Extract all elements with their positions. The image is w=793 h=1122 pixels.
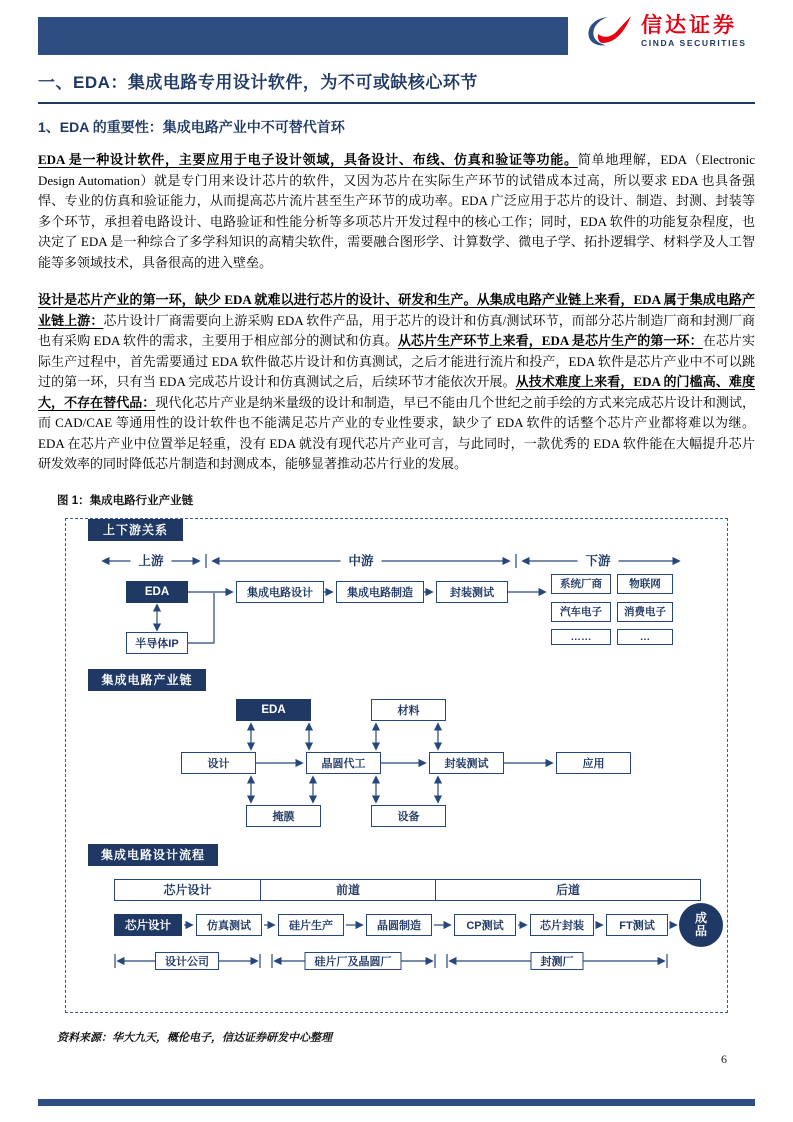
box-eda-upstream: EDA bbox=[126, 581, 188, 603]
box-ic-design: 集成电路设计 bbox=[236, 581, 324, 603]
emphasis-upstream: 从集成电路产业链上来看，EDA 属于集成电路产业链上游： bbox=[38, 292, 756, 328]
figure-industry-chain bbox=[65, 518, 728, 1013]
finished-product-label: 成品 bbox=[694, 910, 707, 938]
box-consumer-electronics: 消费电子 bbox=[617, 602, 673, 622]
emphasis-production-first: 从芯片生产环节上来看，EDA 是芯片生产的第一环： bbox=[397, 333, 703, 348]
box-design: 设计 bbox=[181, 752, 256, 774]
box-application: 应用 bbox=[556, 752, 631, 774]
flow-chip-design: 芯片设计 bbox=[114, 914, 182, 936]
box-eda-chain: EDA bbox=[236, 699, 311, 721]
banner-back-end: 后道 bbox=[435, 879, 701, 901]
flow-cp-test: CP测试 bbox=[454, 914, 516, 936]
body-text: 芯片设计厂商需要向上游采购 EDA 软件产品，用于芯片的设计和仿真/测试环节，而部分芯片制造厂商和封测厂商也有采购 EDA 软件的需求，主要用于相应部分的测试和仿真。 bbox=[38, 312, 755, 348]
footer-bar bbox=[38, 1099, 755, 1106]
header-bar bbox=[38, 17, 568, 55]
box-packaging-testing: 封装测试 bbox=[436, 581, 508, 603]
box-mask: 掩膜 bbox=[246, 805, 321, 827]
stream-label-midstream: 中游 bbox=[340, 553, 381, 569]
section-title: 一、EDA：集成电路专用设计软件，为不可或缺核心环节 bbox=[38, 66, 755, 104]
box-iot: 物联网 bbox=[617, 574, 673, 594]
brand-name-cn: 信达证券 bbox=[641, 13, 737, 37]
label-silicon-wafer-fab: 硅片厂及晶圆厂 bbox=[305, 952, 402, 970]
subsection-title: 1、EDA 的重要性：集成电路产业中不可替代首环 bbox=[38, 119, 345, 135]
source-note: 资料来源：华大九天，概伦电子，信达证券研发中心整理 bbox=[57, 1031, 332, 1044]
body-text: 在芯片实际生产过程中，首先需要通过 EDA 软件做芯片设计和仿真测试，之后才能进行流片和投产，EDA 软件是芯片产业中不可以跳过的第一环，只有当 EDA 完成芯片设计和仿真测试之后，后续环节才能依次开展。 bbox=[38, 333, 755, 389]
stream-label-upstream: 上游 bbox=[130, 553, 171, 569]
flow-ft-test: FT测试 bbox=[606, 914, 668, 936]
box-ellipsis-2: … bbox=[617, 629, 673, 645]
stream-label-downstream: 下游 bbox=[577, 553, 618, 569]
body-text: 简单地理解，EDA（Electronic Design Automation）就是专门用来设计芯片的软件，又因为芯片在实际生产环节的试错成本过高，所以要求 EDA 也具备强悍、专业的仿真和验证能力，从而提高芯片流片甚至生产环节的成功率。EDA 广泛应用于芯片的设计、制造、封测、封装等多个环节，承担着电路设计、电路验证和性能分析等多项芯片开发过程中的核心工作；同时，EDA 软件的功能复杂程度，也决定了 EDA 是一种综合了多学科知识的高精尖软件，需要融合图形学、计算数学、微电子学、拓扑逻辑学、材料学及人工智能等多领域技术，具备很高的进入壁垒。 bbox=[38, 152, 755, 270]
flow-silicon-production: 硅片生产 bbox=[278, 914, 344, 936]
box-semiconductor-ip: 半导体IP bbox=[126, 632, 188, 654]
box-equipment: 设备 bbox=[371, 805, 446, 827]
section-label-design-flow: 集成电路设计流程 bbox=[88, 844, 218, 866]
paragraph-eda-importance bbox=[38, 290, 755, 475]
box-system-vendor: 系统厂商 bbox=[551, 574, 611, 594]
brand-logo bbox=[584, 12, 747, 50]
emphasis-eda-definition: EDA 是一种设计软件，主要应用于电子设计领域，具备设计、布线、仿真和验证等功能。 bbox=[38, 152, 578, 167]
box-packaging-testing-chain: 封装测试 bbox=[429, 752, 504, 774]
figure-caption: 图 1：集成电路行业产业链 bbox=[57, 494, 194, 507]
emphasis-first-link: 设计是芯片产业的第一环，缺少 EDA 就难以进行芯片的设计、研发和生产。 bbox=[38, 292, 477, 307]
box-material: 材料 bbox=[371, 699, 446, 721]
flow-chip-packaging: 芯片封装 bbox=[530, 914, 594, 936]
box-wafer-foundry: 晶圆代工 bbox=[306, 752, 381, 774]
body-text: 现代化芯片产业是纳米量级的设计和制造，早已不能由几个世纪之前手绘的方式来完成芯片设计和测试，而 CAD/CAE 等通用性的设计软件也不能满足芯片产业的专业性要求，缺少了 EDA 软件的话整个芯片产业都将难以为继。EDA 在芯片产业中位置举足轻重，没有 EDA 就没有现代芯片产业可言，与此同时，一款优秀的 EDA 软件能在大幅提升芯片研发效率的同时降低芯片制造和封测成本，能够显著推动芯片行业的发展。 bbox=[38, 394, 755, 471]
emphasis-no-substitute: 从技术难度上来看，EDA 的门槛高、难度大，不存在替代品： bbox=[38, 374, 755, 410]
box-ellipsis-1: …… bbox=[551, 629, 611, 645]
banner-chip-design: 芯片设计 bbox=[114, 879, 261, 901]
flow-simulation-test: 仿真测试 bbox=[196, 914, 262, 936]
section-label-industry-chain: 集成电路产业链 bbox=[88, 669, 206, 691]
page-number: 6 bbox=[721, 1052, 727, 1066]
box-automotive-electronics: 汽车电子 bbox=[551, 602, 611, 622]
flow-finished-product bbox=[679, 903, 723, 947]
flow-wafer-manufacturing: 晶圆制造 bbox=[366, 914, 432, 936]
banner-front-end: 前道 bbox=[260, 879, 436, 901]
page-content bbox=[38, 66, 755, 1045]
paragraph-eda-definition bbox=[38, 150, 755, 273]
cinda-logo-icon bbox=[584, 12, 634, 50]
brand-text bbox=[641, 15, 747, 48]
label-design-company: 设计公司 bbox=[155, 952, 219, 970]
brand-name-en: CINDA SECURITIES bbox=[641, 37, 747, 48]
label-packaging-test-fab: 封测厂 bbox=[531, 952, 584, 970]
box-ic-manufacturing: 集成电路制造 bbox=[336, 581, 424, 603]
section-label-updownstream: 上下游关系 bbox=[88, 519, 183, 541]
